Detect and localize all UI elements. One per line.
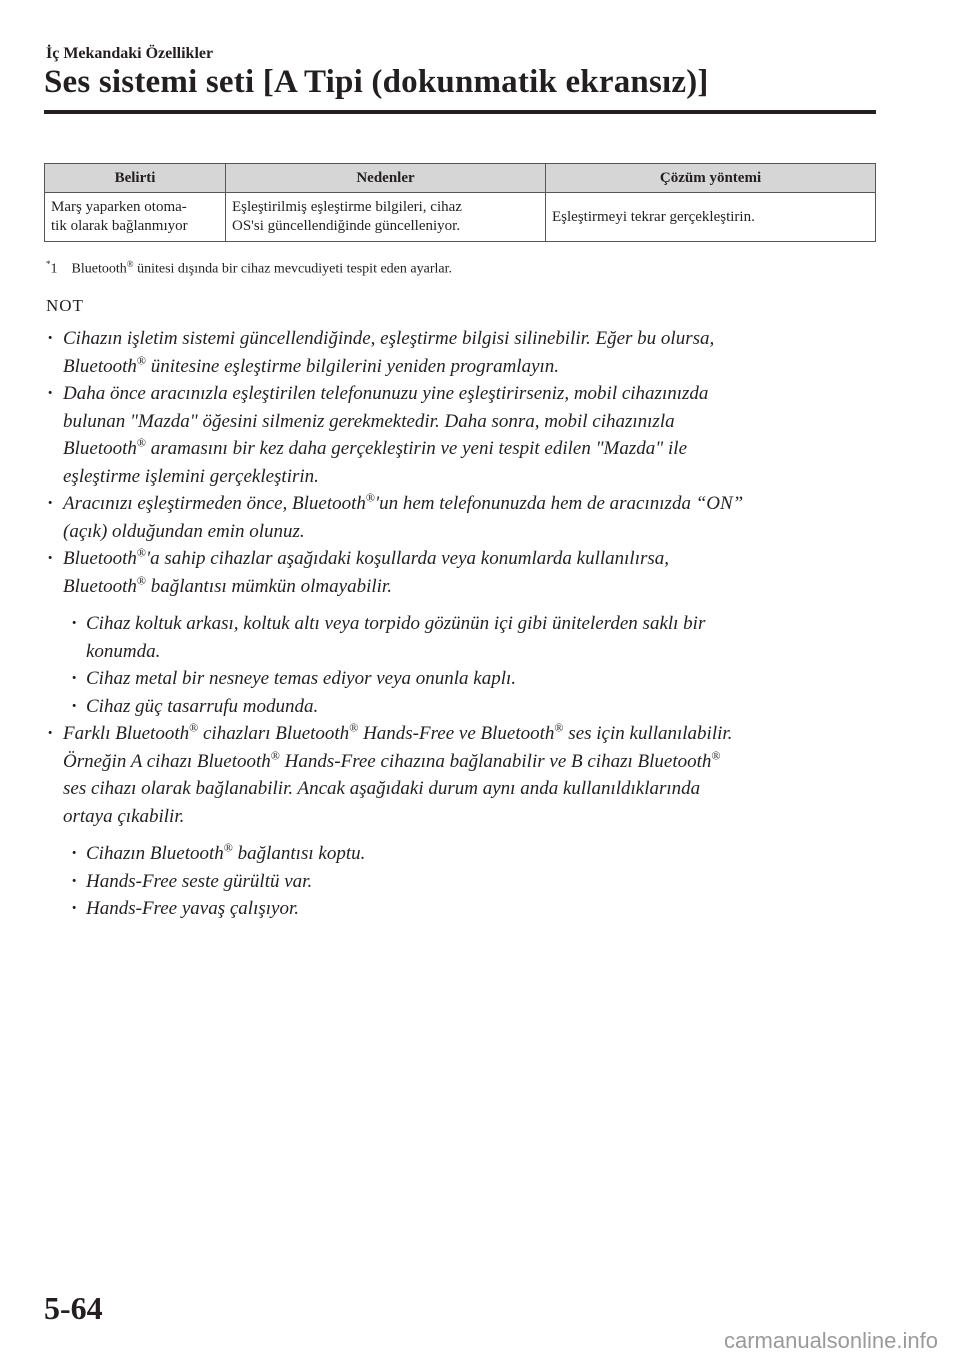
sub-bullet: · bbox=[71, 843, 78, 864]
sub-item bbox=[46, 868, 876, 896]
sub-bullet: · bbox=[71, 898, 78, 919]
sub-item bbox=[46, 610, 876, 665]
watermark: carmanualsonline.info bbox=[723, 1328, 938, 1353]
sub-item bbox=[46, 693, 876, 721]
column-header-solution: Çözüm yöntemi bbox=[546, 164, 876, 193]
note-item bbox=[46, 325, 876, 380]
cause-line: Eşleştirilmiş eşleştirme bilgileri, cihaz bbox=[232, 199, 462, 215]
bullet: · bbox=[47, 383, 54, 404]
footnote-word: Bluetooth bbox=[71, 261, 127, 277]
note-item bbox=[46, 545, 876, 600]
footnote-number: 1 bbox=[50, 261, 58, 277]
title-divider bbox=[44, 110, 876, 114]
note-heading: NOT bbox=[46, 296, 84, 315]
note-line: (açık) olduğundan emin olunuz. bbox=[63, 520, 305, 542]
troubleshooting-table bbox=[44, 163, 876, 242]
note-item bbox=[46, 490, 876, 545]
note-line: Cihaz koltuk arkası, koltuk altı veya torpido gözünün içi gibi ünitelerden saklı bir bbox=[86, 613, 706, 634]
bullet: · bbox=[47, 548, 54, 569]
note-line: ortaya çıkabilir. bbox=[63, 805, 185, 827]
footnote bbox=[46, 259, 452, 278]
section-label: İç Mekandaki Özellikler bbox=[46, 45, 214, 62]
sub-bullet: · bbox=[71, 870, 78, 892]
table-header-row bbox=[45, 164, 876, 193]
note-line: eşleştirme işlemini gerçekleştirin. bbox=[63, 465, 319, 487]
note-line: Cihaz metal bir nesneye temas ediyor veya onunla kaplı. bbox=[86, 668, 517, 689]
note-item bbox=[46, 380, 876, 490]
note-line: Bluetooth® bağlantısı mümkün olmayabilir. bbox=[63, 573, 392, 597]
note-line: Bluetooth®'a sahip cihazlar aşağıdaki koşullarda veya konumlarda kullanılırsa, bbox=[63, 545, 670, 569]
note-line: Örneğin A cihazı Bluetooth® Hands-Free cihazına bağlanabilir ve B cihazı Bluetooth® bbox=[63, 748, 721, 772]
note-line: Hands-Free seste gürültü var. bbox=[86, 870, 313, 892]
table-row bbox=[45, 193, 876, 242]
cell-symptom bbox=[45, 193, 226, 242]
bullet: · bbox=[47, 493, 54, 514]
note-item bbox=[46, 720, 876, 830]
symptom-line: tik olarak bağlanmıyor bbox=[51, 218, 188, 234]
note-line: Cihazın Bluetooth® bağlantısı koptu. bbox=[86, 840, 366, 864]
footnote-asterisk: * bbox=[46, 259, 51, 269]
note-line: Cihazın işletim sistemi güncellendiğinde, eşleştirme bilgisi silinebilir. Eğer bu olursa, bbox=[63, 328, 715, 349]
symptom-line: Marş yaparken otoma- bbox=[51, 199, 187, 215]
bullet: · bbox=[47, 723, 54, 744]
note-line: Bluetooth® aramasını bir kez daha gerçekleştirin ve yeni tespit edilen "Mazda" ile bbox=[63, 435, 687, 459]
bullet: · bbox=[47, 328, 54, 349]
column-header-causes: Nedenler bbox=[226, 164, 546, 193]
column-header-symptom: Belirti bbox=[45, 164, 226, 193]
note-line: Farklı Bluetooth® cihazları Bluetooth® Hands-Free ve Bluetooth® ses için kullanılabilir. bbox=[63, 720, 733, 744]
note-line: bulunan "Mazda" öğesini silmeniz gerekmektedir. Daha sonra, mobil cihazınızla bbox=[63, 410, 675, 432]
cell-cause bbox=[226, 193, 546, 242]
sub-item bbox=[46, 895, 876, 923]
note-line: ses cihazı olarak bağlanabilir. Ancak aşağıdaki durum aynı anda kullanıldıklarında bbox=[63, 778, 701, 799]
note-line: konumda. bbox=[86, 640, 161, 662]
sub-item bbox=[46, 840, 876, 868]
cause-line: OS'si güncellendiğinde güncelleniyor. bbox=[232, 218, 461, 234]
footnote-text: ünitesi dışında bir cihaz mevcudiyeti tespit eden ayarlar. bbox=[133, 261, 452, 277]
note-line: Daha önce aracınızla eşleştirilen telefonunuzu yine eşleştirirseniz, mobil cihazınızda bbox=[63, 383, 709, 404]
note-line: Bluetooth® ünitesine eşleştirme bilgilerini yeniden programlayın. bbox=[63, 353, 560, 377]
note-list bbox=[46, 325, 876, 923]
page-title: Ses sistemi seti [A Tipi (dokunmatik ekransız)] bbox=[44, 64, 709, 100]
sub-bullet: · bbox=[71, 695, 78, 717]
note-line: Aracınızı eşleştirmeden önce, Bluetooth®'un hem telefonunuzda hem de aracınızda “ON” bbox=[63, 490, 744, 514]
registered-mark: ® bbox=[126, 259, 134, 269]
note-line: Cihaz güç tasarrufu modunda. bbox=[86, 695, 319, 717]
cell-solution: Eşleştirmeyi tekrar gerçekleştirin. bbox=[546, 193, 876, 242]
sub-item bbox=[46, 665, 876, 693]
page-number: 5-64 bbox=[44, 1290, 103, 1326]
sub-bullet: · bbox=[71, 613, 78, 634]
note-line: Hands-Free yavaş çalışıyor. bbox=[86, 898, 299, 919]
sub-bullet: · bbox=[71, 668, 78, 689]
